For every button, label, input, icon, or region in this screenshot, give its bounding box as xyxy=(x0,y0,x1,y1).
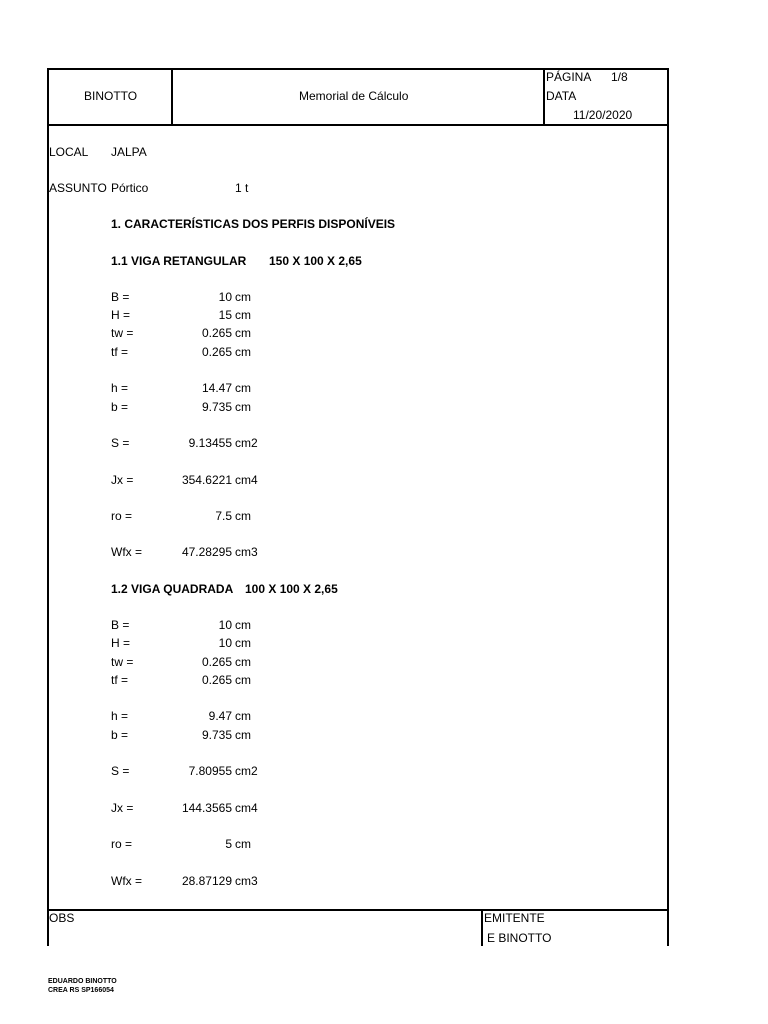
assunto-label: ASSUNTO xyxy=(49,181,107,195)
row-value: 7.80955 xyxy=(188,764,232,778)
row-unit: cm xyxy=(235,290,251,304)
row-value: 354.6221 xyxy=(181,473,232,487)
row-label: ro = xyxy=(111,509,133,523)
page-label: PÁGINA xyxy=(546,70,592,84)
row-value: 9.735 xyxy=(201,728,232,742)
emitente-value: E BINOTTO xyxy=(487,931,552,945)
row-unit: cm xyxy=(235,837,251,851)
row-label: tw = xyxy=(111,655,134,669)
local-value: JALPA xyxy=(111,145,147,159)
date-label: DATA xyxy=(546,89,577,103)
row-unit: cm xyxy=(235,345,251,359)
row-label: ro = xyxy=(111,837,133,851)
assunto-value: Pórtico xyxy=(111,181,149,195)
row-unit: cm xyxy=(235,308,251,322)
row-value: 0.265 xyxy=(201,655,232,669)
row-label: tf = xyxy=(111,345,129,359)
row-unit: cm xyxy=(235,673,251,687)
row-unit: cm xyxy=(235,326,251,340)
row-label: Jx = xyxy=(111,473,134,487)
obs-label: OBS xyxy=(49,911,75,925)
row-unit: cm3 xyxy=(235,545,258,559)
row-value: 9.735 xyxy=(201,400,232,414)
row-label: h = xyxy=(111,381,129,395)
footer-top-border xyxy=(47,909,669,911)
row-label: h = xyxy=(111,709,129,723)
header-bottom-border xyxy=(47,124,669,126)
emitente-label: EMITENTE xyxy=(484,911,545,925)
row-label: S = xyxy=(111,436,130,450)
date-value: 11/20/2020 xyxy=(573,108,633,122)
row-label: B = xyxy=(111,290,130,304)
signature-crea: CREA RS SP166054 xyxy=(48,987,114,994)
row-value: 10 xyxy=(218,636,232,650)
section-1-title: 1. CARACTERÍSTICAS DOS PERFIS DISPONÍVEIS xyxy=(111,217,396,231)
row-unit: cm xyxy=(235,728,251,742)
row-value: 47.28295 xyxy=(181,545,232,559)
row-unit: cm4 xyxy=(235,801,258,815)
row-value: 9.47 xyxy=(208,709,232,723)
row-label: H = xyxy=(111,308,131,322)
document-title: Memorial de Cálculo xyxy=(299,89,409,103)
row-value: 10 xyxy=(218,618,232,632)
local-label: LOCAL xyxy=(49,145,89,159)
row-value: 0.265 xyxy=(201,326,232,340)
section-1-1-title: 1.1 VIGA RETANGULAR xyxy=(111,254,247,268)
section-1-2-dims: 100 X 100 X 2,65 xyxy=(245,582,338,596)
section-1-1-dims: 150 X 100 X 2,65 xyxy=(269,254,362,268)
row-label: Jx = xyxy=(111,801,134,815)
row-value: 14.47 xyxy=(201,381,232,395)
row-unit: cm xyxy=(235,709,251,723)
page-value: 1/8 xyxy=(611,70,628,84)
row-unit: cm xyxy=(235,655,251,669)
row-value: 5 xyxy=(225,837,232,851)
row-unit: cm3 xyxy=(235,874,258,888)
row-value: 0.265 xyxy=(201,673,232,687)
row-value: 10 xyxy=(218,290,232,304)
row-value: 144.3565 xyxy=(181,801,232,815)
row-label: B = xyxy=(111,618,130,632)
row-value: 7.5 xyxy=(215,509,232,523)
signature-name: EDUARDO BINOTTO xyxy=(48,978,117,985)
header-divider-1 xyxy=(171,68,173,126)
row-value: 0.265 xyxy=(201,345,232,359)
row-label: b = xyxy=(111,400,129,414)
row-unit: cm2 xyxy=(235,764,258,778)
row-unit: cm2 xyxy=(235,436,258,450)
assunto-extra: 1 t xyxy=(235,181,249,195)
row-unit: cm4 xyxy=(235,473,258,487)
footer-divider xyxy=(481,909,483,946)
row-value: 28.87129 xyxy=(181,874,232,888)
row-label: S = xyxy=(111,764,130,778)
row-label: H = xyxy=(111,636,131,650)
company-name: BINOTTO xyxy=(84,89,138,103)
row-value: 9.13455 xyxy=(188,436,232,450)
right-border xyxy=(667,68,669,946)
row-label: tw = xyxy=(111,326,134,340)
row-label: tf = xyxy=(111,673,129,687)
row-label: Wfx = xyxy=(111,545,143,559)
row-label: b = xyxy=(111,728,129,742)
row-value: 15 xyxy=(218,308,232,322)
row-unit: cm xyxy=(235,636,251,650)
row-unit: cm xyxy=(235,618,251,632)
row-unit: cm xyxy=(235,509,251,523)
row-label: Wfx = xyxy=(111,874,143,888)
row-unit: cm xyxy=(235,400,251,414)
row-unit: cm xyxy=(235,381,251,395)
header-divider-2 xyxy=(543,68,545,126)
section-1-2-title: 1.2 VIGA QUADRADA xyxy=(111,582,234,596)
left-border xyxy=(47,68,49,946)
